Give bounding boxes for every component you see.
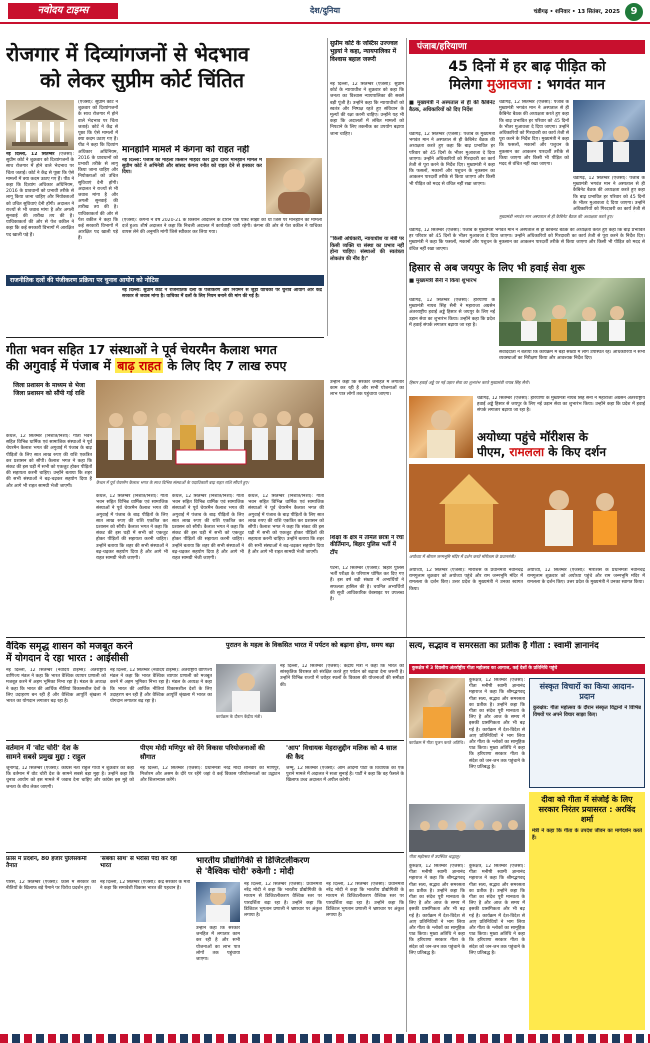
modi-digital-body-col0: उन्होंने कहा कि सरकार जनहित में लगातार काम कर रही है और सभी योजनाओं का लाभ पात्र लोगों तक पहुंचाया जाएगा। bbox=[196, 926, 240, 963]
modi-digital-headline bbox=[196, 856, 404, 878]
cm-cabinet-photo bbox=[573, 100, 645, 172]
col-divider-1 bbox=[327, 38, 328, 336]
sanskrit-body: कुरुक्षेत्र: गीता महोत्सव के दौरान संस्कृत विद्वानों ने विभिन्न विषयों पर अपने विचार साझा किए। bbox=[533, 705, 641, 718]
yellow-box-body: मंत्री ने कहा कि गीता के उपदेश जीवन का मार्गदर्शन करते हैं। bbox=[532, 828, 642, 841]
sanskrit-box bbox=[529, 678, 645, 788]
punjab-headline-part3: : भगवंत मान bbox=[536, 77, 605, 93]
gita-body-col4: कैथल, 12 सितम्बर (निशांत/निशा): गीता भवन सहित विभिन्न धार्मिक एवं सामाजिक संस्थाओं ने पूर्व चेयरमैन कैलाश भगत की अगुवाई में पंजाब के बाढ़ पीड़ितों के लिए सात लाख रुपए की राशि एकत्रित कर प्रशासन को सौंपी। कैलाश भगत ने कहा कि संकट की इस घड़ी में सभी को एकजुट होकर पीड़ितों की सहायता करनी चाहिए। उन्होंने बताया कि शहर की सभी संस्थाओं ने बढ़-चढ़कर सहयोग दिया है और आगे भी राहत सामग्री भेजी जाएगी। bbox=[248, 494, 324, 555]
sc-column-body: नई दिल्ली, 12 सितम्बर (एजेंसी): सुप्रीम कोर्ट के न्यायाधीश ने शुक्रवार को कहा कि जनता का विश्वास न्यायपालिका की सबसे बड़ी पूंजी है। उन्होंने कहा कि न्यायाधीशों को स्वतंत्र और निष्पक्ष रहते हुए संविधान के मूल्यों की रक्षा करनी चाहिए। उन्होंने यह भी कहा कि अदालतों में लंबित मामलों को निपटाने के लिए तकनीक का उपयोग बढ़ाया जाना चाहिए। bbox=[330, 82, 404, 137]
bottom-left-headline: फ्रांस में प्रदर्शन, 80 हजार पुलिसकर्मी तैनात bbox=[6, 856, 87, 870]
divider-mid bbox=[6, 637, 645, 638]
col-divider-3 bbox=[406, 640, 407, 1032]
right-mid-body: उन्होंने कहा कि सरकार जनहित में लगातार काम कर रही है और सभी योजनाओं का लाभ पात्र लोगों तक पहुंचाया जाएगा। bbox=[330, 380, 404, 398]
punjab-section-label: पंजाब/हरियाणा bbox=[409, 40, 645, 54]
ayodhya-headline bbox=[477, 430, 645, 460]
vedic-body-col2: नई दिल्ली, 12 सितम्बर (नवोदय टाइम्स): अंतर्राष्ट्रीय वाणिज्य मंडल ने कहा कि भारत वैश्विक व्यापार प्रणाली को मजबूत करने में अहम भूमिका निभा रहा है। मंडल के अध्यक्ष ने कहा कि भारत की आर्थिक नीतियां विकासशील देशों के लिए उदाहरण बन रही हैं और वैश्विक आपूर्ति श्रृंखला में भारत का योगदान लगातार बढ़ रहा है। bbox=[110, 668, 212, 705]
gita-headline-line2 bbox=[6, 358, 406, 374]
gita-gyan-banner: कुरुक्षेत्र में 3 दिवसीय अंतर्राष्ट्रीय गीता महोत्सव का आगाज, कई देशों के प्रतिनिधि पहुंचे bbox=[409, 664, 645, 674]
kangana-photo bbox=[266, 158, 322, 214]
gita-side-box: जिला प्रशासन के माध्यम से भेजा जिला प्रशासन को सौंपी गई राशि bbox=[13, 382, 85, 397]
tamil-headline: शिक्षा के क्षेत्र में तमिल छात्रा ने रचा कीर्तिमान, बिहार पुलिस भर्ती में टॉप bbox=[330, 535, 404, 556]
sc-column-headline: सुप्रीम कोर्ट के जस्टिस उज्ज्वल भुइयां ने कहा, न्यायपालिका में विश्वास बहाल जरूरी bbox=[330, 40, 398, 63]
gita-group-photo bbox=[96, 380, 324, 478]
paper-name: नवोदय टाइम्स bbox=[8, 3, 118, 19]
ayodhya-headline-line2-b: के किए दर्शन bbox=[548, 445, 606, 459]
ayodhya-side-text: चंडीगढ़, 12 सितम्बर (एजेंसी): हरियाणा के मुख्यमंत्री नायब सिंह सैनी ने महाराजा अग्रसेन अंतरराष्ट्रीय हवाई अड्डे हिसार से जयपुर के लिए नई उड़ान सेवा का शुभारंभ किया। उन्होंने कहा कि प्रदेश में हवाई संपर्क लगातार बढ़ाया जा रहा है। bbox=[477, 396, 645, 414]
notice-headline: राजनीतिक दलों की पंजीकरण प्रक्रिया पर चुनाव आयोग को नोटिस bbox=[6, 275, 324, 286]
modi-digital-body-col1: नई दिल्ली, 12 सितम्बर (एजेंसी): प्रधानमंत्री नरेंद्र मोदी ने कहा कि भारतीय प्रौद्योगिकी के माध्यम से डिजिटलीकरण वैश्विक स्तर पर पारदर्शिता बढ़ा रहा है। उन्होंने कहा कि डिजिटल भुगतान प्रणाली ने भ्रष्टाचार पर अंकुश लगाया है। bbox=[244, 882, 322, 919]
masthead bbox=[0, 0, 650, 24]
cm-cabinet-caption: मुख्यमंत्री भगवंत मान अस्पताल से ही कैबिनेट बैठक की अध्यक्षता करते हुए। bbox=[499, 214, 614, 219]
gita-gyan-photo-1 bbox=[409, 678, 465, 738]
lead-headline-line2: को लेकर सुप्रीम कोर्ट चिंतित bbox=[40, 68, 245, 92]
masthead-dateline: चंडीगढ़ • शनिवार • 13 सितंबर, 2025 bbox=[533, 9, 620, 15]
kangana-headline: मानहानि मामले में कंगना को राहत नहीं bbox=[122, 145, 250, 155]
air-service-headline: हिसार से अब जयपुर के लिए भी हवाई सेवा शुरू bbox=[409, 263, 585, 274]
punjab-body-col3: चंडीगढ़, 12 सितम्बर (एजेंसी): पंजाब के मुख्यमंत्री भगवंत मान ने अस्पताल से ही कैबिनेट बैठक की अध्यक्षता करते हुए कहा कि बाढ़ प्रभावित हर परिवार को 45 दिनों के भीतर मुआवजा दे दिया जाएगा। उन्होंने अधिकारियों को गिरदावरी का कार्य तेजी से bbox=[573, 176, 645, 212]
gita-headline-line2-a: की अगुवाई में पंजाब में bbox=[6, 358, 111, 373]
punjab-body-col1: चंडीगढ़, 12 सितम्बर (एजेंसी): पंजाब के मुख्यमंत्री भगवंत मान ने अस्पताल से ही कैबिनेट बैठक की अध्यक्षता करते हुए कहा कि बाढ़ प्रभावित हर परिवार को 45 दिनों के भीतर मुआवजा दे दिया जाएगा। उन्होंने अधिकारियों को गिरदावरी का कार्य तेजी से पूरा करने के निर्देश दिए। मुख्यमंत्री ने कहा कि फसलों, मकानों और पशुधन के नुकसान का आकलन पारदर्शी तरीके से किया जाएगा और किसी भी पीड़ित को मदद से वंचित नहीं रखा जाएगा। bbox=[409, 132, 495, 187]
notice-body: नई दिल्ली: सुप्रीम कोर्ट ने राजनीतिक दलों के पंजीकरण और नियमन से जुड़ी याचिका पर चुनाव आयोग और केंद्र सरकार से जवाब मांगा है। याचिका में दलों के लिए नियम बनाने की मांग की गई है। bbox=[122, 288, 322, 300]
col-divider-2 bbox=[406, 38, 407, 638]
gita-body-col2: कैथल, 12 सितम्बर (निशांत/निशा): गीता भवन सहित विभिन्न धार्मिक एवं सामाजिक संस्थाओं ने पूर्व चेयरमैन कैलाश भगत की अगुवाई में पंजाब के बाढ़ पीड़ितों के लिए सात लाख रुपए की राशि एकत्रित कर प्रशासन को सौंपी। कैलाश भगत ने कहा कि संकट की इस घड़ी में सभी को एकजुट होकर पीड़ितों की सहायता करनी चाहिए। उन्होंने बताया कि शहर की सभी संस्थाओं ने बढ़-चढ़कर सहयोग दिया है और आगे भी राहत सामग्री भेजी जाएगी। bbox=[96, 494, 168, 562]
divider-row3 bbox=[6, 740, 404, 741]
rahul-headline bbox=[6, 744, 136, 763]
aap-body: जम्मू, 12 सितम्बर (एजेंसी): आम आदमी पार्टी के विधायक को एक पुराने मामले में अदालत ने सजा सुनाई है। पार्टी ने कहा कि वह फैसले के खिलाफ उच्च अदालत में अपील करेगी। bbox=[286, 766, 404, 784]
ayodhya-caption: अयोध्या में श्रीराम जन्मभूमि मंदिर में दर्शन करते मॉरीशस के प्रधानमंत्री। bbox=[409, 554, 516, 559]
divider-row4 bbox=[6, 852, 404, 853]
gita-body-col1: कैथल, 12 सितम्बर (निशांत/निशा): गीता भवन सहित विभिन्न धार्मिक एवं सामाजिक संस्थाओं ने पूर्व चेयरमैन कैलाश भगत की अगुवाई में पंजाब के बाढ़ पीड़ितों के लिए सात लाख रुपए की राशि एकत्रित कर प्रशासन को सौंपी। कैलाश भगत ने कहा कि संकट की इस घड़ी में सभी को एकजुट होकर पीड़ितों की सहायता करनी चाहिए। उन्होंने बताया कि शहर की सभी संस्थाओं ने बढ़-चढ़कर सहयोग दिया है और आगे भी राहत सामग्री भेजी जाएगी। bbox=[6, 434, 92, 489]
vedic-line2: में योगदान दे रहा भारत : आईसीसी bbox=[6, 653, 129, 664]
aap-headline: 'आप' विधायक मेहराजुद्दीन मलिक को 4 साल की कैद bbox=[286, 744, 397, 761]
ayodhya-temple-photo bbox=[409, 464, 645, 552]
gita-body-col3: कैथल, 12 सितम्बर (निशांत/निशा): गीता भवन सहित विभिन्न धार्मिक एवं सामाजिक संस्थाओं ने पूर्व चेयरमैन कैलाश भगत की अगुवाई में पंजाब के बाढ़ पीड़ितों के लिए सात लाख रुपए की राशि एकत्रित कर प्रशासन को सौंपी। कैलाश भगत ने कहा कि संकट की इस घड़ी में सभी को एकजुट होकर पीड़ितों की सहायता करनी चाहिए। उन्होंने बताया कि शहर की सभी संस्थाओं ने बढ़-चढ़कर सहयोग दिया है और आगे भी राहत सामग्री भेजी जाएगी। bbox=[172, 494, 244, 562]
lead-dateline: नई दिल्ली, 12 सितम्बर bbox=[6, 152, 55, 157]
bottom-left-body: पेरिस, 12 सितम्बर (एजेंसी): फ्रांस में सरकार की नीतियों के खिलाफ बड़े पैमाने पर विरोध प्रदर्शन हुए। bbox=[6, 880, 96, 892]
tourism-body: नई दिल्ली, 12 सितम्बर (एजेंसी): केंद्रीय मंत्री ने कहा कि भारत की सांस्कृतिक विरासत को संरक्षित करते हुए पर्यटन को बढ़ावा देना जरूरी है। उन्होंने विभिन्न राज्यों में धरोहर स्थलों के विकास की योजनाओं की समीक्षा की। bbox=[280, 664, 404, 688]
punjab-body-bottom: चंडीगढ़, 12 सितम्बर (एजेंसी): पंजाब के मुख्यमंत्री भगवंत मान ने अस्पताल से ही कैबिनेट बैठक की अध्यक्षता करते हुए कहा कि बाढ़ प्रभावित हर परिवार को 45 दिनों के भीतर मुआवजा दे दिया जाएगा। उन्होंने अधिकारियों को गिरदावरी का कार्य तेजी से पूरा करने के निर्देश दिए। मुख्यमंत्री ने कहा कि फसलों, मकानों और पशुधन के नुकसान का आकलन पारदर्शी तरीके से किया जाएगा और किसी भी पीड़ित को मदद से वंचित नहीं रखा जाएगा। bbox=[409, 228, 645, 252]
vedic-line1: वैदिक समृद्ध शासन को मजबूत करने bbox=[6, 641, 133, 652]
modi-photo bbox=[196, 882, 240, 922]
tourism-caption: कार्यक्रम के दौरान केंद्रीय मंत्री। bbox=[216, 714, 262, 719]
pm-dev-body: नई दिल्ली, 12 सितम्बर (एजेंसी): प्रधानमंत्री नरेंद्र मोदी शनिवार को मणिपुर, मिजोरम और असम के दौरे पर रहेंगे जहां वे कई विकास परियोजनाओं का उद्घाटन और शिलान्यास करेंगे। bbox=[140, 766, 280, 784]
sanskrit-headline: संस्कृत विचारों का किया आदान-प्रदान bbox=[539, 682, 635, 701]
gita-gyan-body-col1: कुरुक्षेत्र, 12 सितम्बर (एजेंसी): गीता मनीषी स्वामी ज्ञानानंद महाराज ने कहा कि श्रीमद्भगवद् गीता सत्य, सद्भाव और समरसता का प्रतीक है। उन्होंने कहा कि गीता का संदेश पूरी मानवता के लिए है और आज के समय में इसकी प्रासंगिकता और भी बढ़ गई है। कार्यक्रम में देश-विदेश से आए प्रतिनिधियों ने भाग लिया और गीता के श्लोकों का सामूहिक पाठ किया। मुख्य अतिथि ने कहा कि हरियाणा सरकार गीता के संदेश को जन-जन तक पहुंचाने के लिए प्रतिबद्ध है। bbox=[469, 678, 525, 770]
lead-body-col1 bbox=[6, 152, 74, 334]
ayodhya-headline-highlight: रामलला bbox=[509, 445, 545, 459]
yellow-box-headline: दीवा को गीता में संजोई के लिए सरकार निरंतर प्रयासरत : अरविंद शर्मा bbox=[538, 795, 636, 824]
punjab-headline bbox=[409, 58, 645, 94]
air-service-body: चंडीगढ़, 12 सितम्बर (एजेंसी): हरियाणा के मुख्यमंत्री नायब सिंह सैनी ने महाराजा अग्रसेन अंतरराष्ट्रीय हवाई अड्डे हिसार से जयपुर के लिए नई उड़ान सेवा का शुभारंभ किया। उन्होंने कहा कि प्रदेश में हवाई संपर्क लगातार बढ़ाया जा रहा है। bbox=[409, 298, 495, 328]
ayodhya-headline-line1: अयोध्या पहुंचे मॉरीशस के bbox=[477, 430, 588, 444]
rahul-body: जूनागढ़, 12 सितम्बर (एजेंसी): कांग्रेस नेता राहुल गांधी ने शुक्रवार को कहा कि वर्तमान में वोट चोरी देश के सामने सबसे बड़ा मुद्दा है। उन्होंने कहा कि चुनाव आयोग को इस मामले में जवाब देना चाहिए और कांग्रेस इस मुद्दे को जनता के बीच लेकर जाएगी। bbox=[6, 766, 134, 790]
punjab-headline-part2: मिलेगा bbox=[449, 77, 483, 93]
punjab-body-col2: चंडीगढ़, 12 सितम्बर (एजेंसी): पंजाब के मुख्यमंत्री भगवंत मान ने अस्पताल से ही कैबिनेट बैठक की अध्यक्षता करते हुए कहा कि बाढ़ प्रभावित हर परिवार को 45 दिनों के भीतर मुआवजा दे दिया जाएगा। उन्होंने अधिकारियों को गिरदावरी का कार्य तेजी से पूरा करने के निर्देश दिए। मुख्यमंत्री ने कहा कि फसलों, मकानों और पशुधन के नुकसान का आकलन पारदर्शी तरीके से किया जाएगा और किसी भी पीड़ित को मदद से वंचित नहीं रखा जाएगा। bbox=[499, 100, 569, 168]
court-building-icon bbox=[6, 100, 74, 150]
page-footer-bar bbox=[0, 1034, 650, 1043]
gita-photo-caption: कैथल में पूर्व चेयरमैन कैलाश भगत के साथ विभिन्न संस्थाओं के पदाधिकारी बाढ़ राहत राशि सौंपते हुए। bbox=[96, 480, 250, 485]
yellow-box bbox=[529, 792, 645, 1030]
kangana-intro: नई दिल्ली: पंजाब की महिला किसान महिंदर कौर द्वारा दायर मानहानि मामले में सुप्रीम कोर्ट ने अभिनेत्री और सांसद कंगना रनौत को राहत देने से इनकार कर दिया। bbox=[122, 158, 262, 176]
divider-lead bbox=[6, 337, 324, 338]
modi-digital-body-col2: नई दिल्ली, 12 सितम्बर (एजेंसी): प्रधानमंत्री नरेंद्र मोदी ने कहा कि भारतीय प्रौद्योगिकी के माध्यम से डिजिटलीकरण वैश्विक स्तर पर पारदर्शिता बढ़ा रहा है। उन्होंने कहा कि डिजिटल भुगतान प्रणाली ने भ्रष्टाचार पर अंकुश लगाया है। bbox=[326, 882, 404, 919]
pm-dev-headline: पीएम मोदी मणिपुर को देंगे विकास परियोजनाओं की सौगात bbox=[140, 744, 265, 761]
air-service-sub: ■ मुख्यमंत्री सैनी ने किया शुभारंभ bbox=[409, 278, 477, 284]
page-number: 9 bbox=[625, 3, 643, 21]
gita-headline-line2-b: के लिए दिए 7 लाख रुपए bbox=[167, 358, 287, 373]
gita-gyan-main-headline: सत्य, सद्भाव व समरसता का प्रतीक है गीता : स्वामी ज्ञानानंद bbox=[409, 641, 599, 651]
gita-gyan-photo-2 bbox=[409, 804, 525, 852]
lead-headline-line1: रोजगार में दिव्यांगजनों से भेदभाव bbox=[6, 42, 249, 66]
tourism-photo bbox=[216, 664, 276, 712]
lead-body-continued: (एजेंसी): सुप्रीम कोर्ट ने शुक्रवार को दिव्यांगजनों के साथ रोजगार में होने वाले भेदभाव पर चिंता जताई। कोर्ट ने केंद्र से पूछा कि ऐसे मामलों में क्या कदम उठाए गए हैं। पीठ ने कहा कि दिव्यांग अधिकार अधिनियम, 2016 के प्रावधानों को प्रभावी तरीके से लागू किया जाना चाहिए और नियोक्ताओं को उचित सुविधाएं देनी होंगी। अदालत ने राज्यों से भी जवाब मांगा है और अगली सुनवाई की तारीख तय की है। याचिकाकर्ता की ओर से पेश वकील ने कहा कि कई सरकारी विभागों में आरक्षित पद खाली पड़े हैं। bbox=[78, 100, 118, 242]
gita-gyan-body-col2: कुरुक्षेत्र, 12 सितम्बर (एजेंसी): गीता मनीषी स्वामी ज्ञानानंद महाराज ने कहा कि श्रीमद्भगवद् गीता सत्य, सद्भाव और समरसता का प्रतीक है। उन्होंने कहा कि गीता का संदेश पूरी मानवता के लिए है और आज के समय में इसकी प्रासंगिकता और भी बढ़ गई है। कार्यक्रम में देश-विदेश से आए प्रतिनिधियों ने भाग लिया और गीता के श्लोकों का सामूहिक पाठ किया। मुख्य अतिथि ने कहा कि हरियाणा सरकार गीता के संदेश को जन-जन तक पहुंचाने के लिए प्रतिबद्ध है। bbox=[409, 864, 465, 956]
gita-gyan-caption-1: कार्यक्रम में गीता पूजन करते अतिथि। bbox=[409, 740, 465, 745]
gita-gyan-caption-2: गीता महोत्सव में उपस्थित श्रद्धालु। bbox=[409, 854, 461, 859]
ayodhya-body-col2: अयोध्या, 12 सितम्बर (एजेंसी): मॉरीशस के प्रधानमंत्री नवीनचंद्र रामगुलाम शुक्रवार को अयोध्या पहुंचे और राम जन्मभूमि मंदिर में रामलला के दर्शन किए। उत्तर प्रदेश के मुख्यमंत्री ने उनका स्वागत किया। bbox=[527, 568, 645, 586]
modi-digital-line2: से 'वैश्विक चोरी' रुकेगी : मोदी bbox=[196, 867, 294, 877]
air-service-photo bbox=[499, 278, 645, 346]
gita-headline-line1: गीता भवन सहित 17 संस्थाओं ने पूर्व चेयरमैन कैलाश भगत bbox=[6, 342, 277, 357]
air-service-body-2: संवाददाता ने बताया कि कार्यक्रम में बड़ी संख्या में लोग उपस्थित रहे। अधिकारियों ने सभी व्यवस्थाओं का निरीक्षण किया और आवश्यक निर्देश दिए। bbox=[499, 350, 645, 362]
ayodhya-inset-photo bbox=[409, 396, 473, 458]
rahul-line2: सामने सबसे प्रमुख मुद्दा : राहुल bbox=[6, 753, 86, 762]
modi-digital-line1: भारतीय प्रौद्योगिकी से डिजिटलीकरण bbox=[196, 856, 310, 866]
bottom-mid-headline: 'सबका साथ' से भरोसा पैदा कर रहा भारत bbox=[100, 856, 177, 870]
gita-headline-highlight: बाढ़ राहत bbox=[117, 358, 162, 373]
gita-gyan-body-col3: कुरुक्षेत्र, 12 सितम्बर (एजेंसी): गीता मनीषी स्वामी ज्ञानानंद महाराज ने कहा कि श्रीमद्भगवद् गीता सत्य, सद्भाव और समरसता का प्रतीक है। उन्होंने कहा कि गीता का संदेश पूरी मानवता के लिए है और आज के समय में इसकी प्रासंगिकता और भी बढ़ गई है। कार्यक्रम में देश-विदेश से आए प्रतिनिधियों ने भाग लिया और गीता के श्लोकों का सामूहिक पाठ किया। मुख्य अतिथि ने कहा कि हरियाणा सरकार गीता के संदेश को जन-जन तक पहुंचाने के लिए प्रतिबद्ध है। bbox=[469, 864, 525, 956]
punjab-sub-points: ■ मुख्यमंत्री ने अस्पताल से ही की कैबिनेट बैठक, अधिकारियों को दिए निर्देश bbox=[409, 100, 495, 113]
sc-column-quote: "किसी अधिकारी, न्यायाधीश या मंत्री पर किसी व्यक्ति या संस्था का प्रभाव नहीं होना चाहिए। संस्थाओं की स्वतंत्रता लोकतंत्र की नींव है।" bbox=[330, 236, 404, 262]
rahul-line1: वर्तमान में 'वोट चोरी' देश के bbox=[6, 744, 79, 752]
section-label: देश/दुनिया bbox=[310, 6, 341, 15]
punjab-headline-highlight: मुआवजा bbox=[486, 77, 532, 93]
supreme-court-photo bbox=[6, 100, 74, 150]
air-service-caption: हिसार हवाई अड्डे पर नई उड़ान सेवा का शुभारंभ करते मुख्यमंत्री नायब सिंह सैनी। bbox=[409, 380, 530, 385]
tourism-headline: पुरातन के महत्व के विकसित भारत में पर्यटन को बढ़ाना होगा, समय बढ़ा bbox=[225, 641, 395, 649]
lead-body: (एजेंसी): सुप्रीम कोर्ट ने शुक्रवार को दिव्यांगजनों के साथ रोजगार में होने वाले भेदभाव पर चिंता जताई। कोर्ट ने केंद्र से पूछा कि ऐसे मामलों में क्या कदम उठाए गए हैं। पीठ ने कहा कि दिव्यांग अधिकार अधिनियम, 2016 के प्रावधानों को प्रभावी तरीके से लागू किया जाना चाहिए और नियोक्ताओं को उचित सुविधाएं देनी होंगी। अदालत ने राज्यों से भी जवाब मांगा है और अगली सुनवाई की तारीख तय की है। याचिकाकर्ता की ओर से पेश वकील ने कहा कि कई सरकारी विभागों में आरक्षित पद खाली पड़े हैं। bbox=[6, 152, 74, 238]
tamil-body: पटना, 12 सितम्बर (एजेंसी): बिहार पुलिस भर्ती परीक्षा के परिणाम घोषित कर दिए गए हैं। इस वर्ष बड़ी संख्या में अभ्यर्थियों ने सफलता हासिल की है। चयनित अभ्यर्थियों की सूची आधिकारिक वेबसाइट पर उपलब्ध है। bbox=[330, 566, 404, 603]
vedic-headline bbox=[6, 641, 212, 665]
bottom-mid-body: नई दिल्ली, 12 सितम्बर (एजेंसी): केंद्र सरकार के मंत्री ने कहा कि समावेशी विकास भारत की पहचान है। bbox=[100, 880, 190, 892]
punjab-headline-line1: 45 दिनों में हर बाढ़ पीड़ित को bbox=[448, 59, 606, 75]
lead-body-col0 bbox=[78, 100, 118, 334]
ayodhya-body-col1: अयोध्या, 12 सितम्बर (एजेंसी): मॉरीशस के प्रधानमंत्री नवीनचंद्र रामगुलाम शुक्रवार को अयोध्या पहुंचे और राम जन्मभूमि मंदिर में रामलला के दर्शन किए। उत्तर प्रदेश के मुख्यमंत्री ने उनका स्वागत किया। bbox=[409, 568, 523, 592]
kangana-body: (एजेंसी): कंगना ने वर्ष 2020-21 के किसान आंदोलन के दौरान एक पोस्ट साझा की थी जिस पर मानहानि का मामला दर्ज हुआ। शीर्ष अदालत ने कहा कि निचली अदालत में कार्यवाही जारी रहेगी। कंगना की ओर से पेश वकील ने याचिका वापस लेने की अनुमति मांगी जिसे स्वीकार कर लिया गया। bbox=[122, 218, 322, 236]
ayodhya-headline-line2-a: पीएम, bbox=[477, 445, 506, 459]
vedic-body-col1: नई दिल्ली, 12 सितम्बर (नवोदय टाइम्स): अंतर्राष्ट्रीय वाणिज्य मंडल ने कहा कि भारत वैश्विक व्यापार प्रणाली को मजबूत करने में अहम भूमिका निभा रहा है। मंडल के अध्यक्ष ने कहा कि भारत की आर्थिक नीतियां विकासशील देशों के लिए उदाहरण बन रही हैं और वैश्विक आपूर्ति श्रृंखला में भारत का योगदान लगातार बढ़ रहा है। bbox=[6, 668, 106, 705]
